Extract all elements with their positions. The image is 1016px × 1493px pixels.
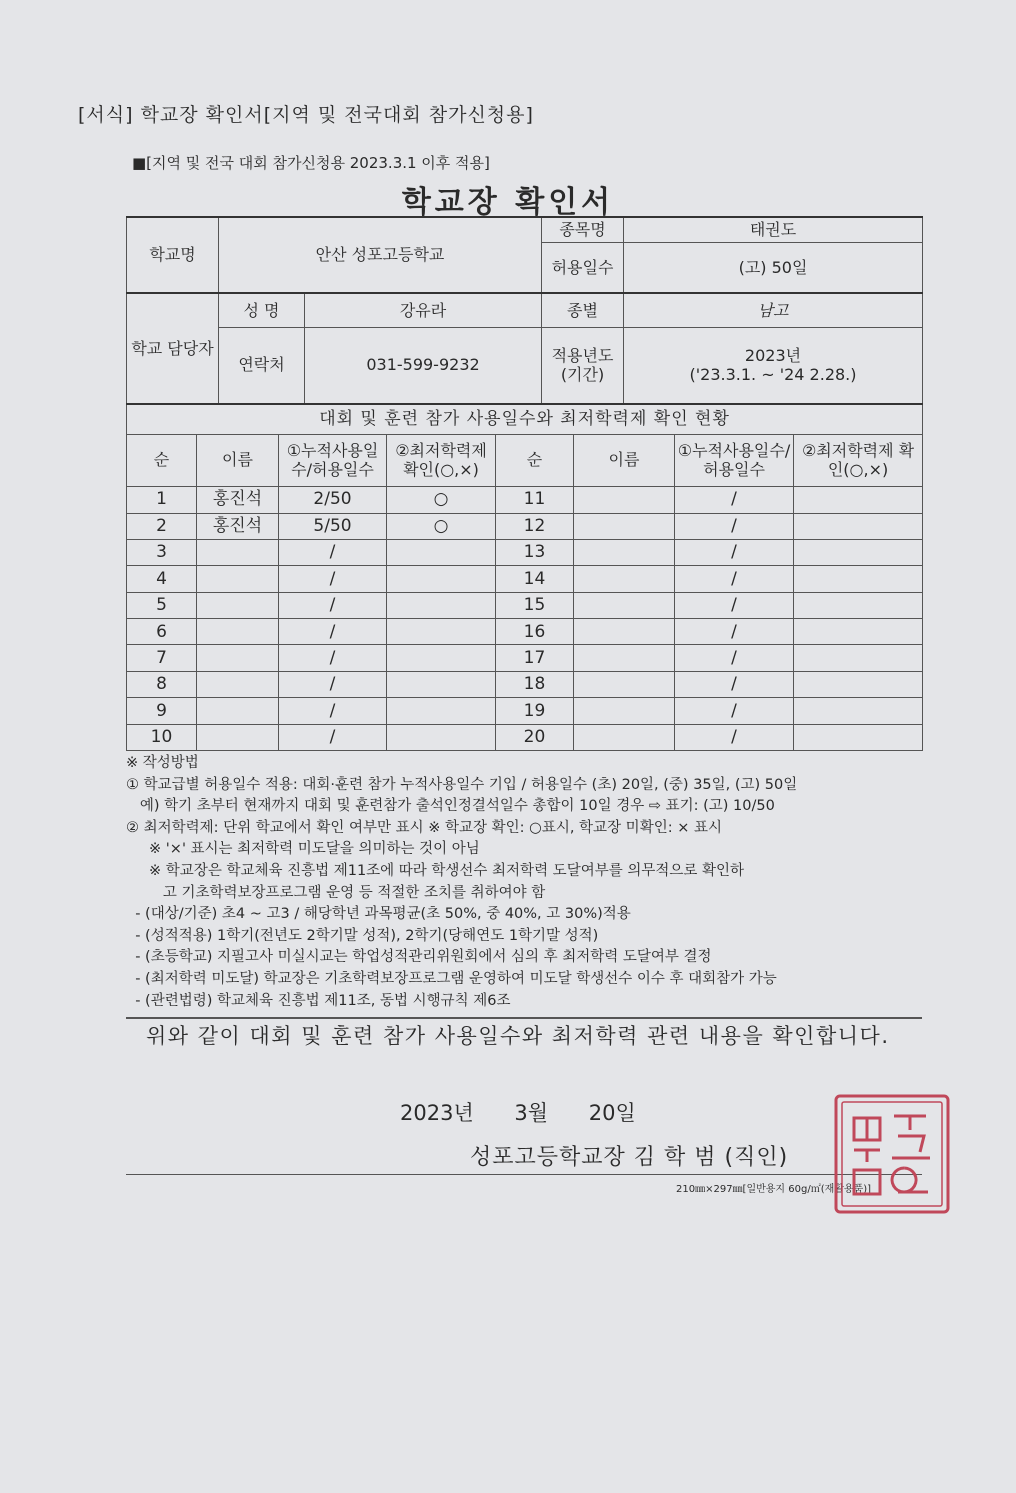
- row-days-right: /: [675, 619, 794, 645]
- contact-value: 031-599-9232: [305, 327, 542, 403]
- subtitle: ■[지역 및 전국 대회 참가신청용 2023.3.1 이후 적용]: [132, 154, 490, 172]
- row-name-right: [574, 592, 675, 618]
- row-name: [197, 698, 279, 724]
- row-no: 10: [127, 724, 197, 750]
- row-check-right: [794, 671, 923, 697]
- row-name-right: [574, 671, 675, 697]
- note-line: - (초등학교) 지필고사 미실시교는 학업성적관리위원회에서 심의 후 최저학력 도달여부 결정: [126, 949, 712, 966]
- status-body: [127, 486, 923, 751]
- table-row: [127, 698, 923, 724]
- name-label: 성 명: [219, 293, 305, 327]
- signer: 성포고등학교장 김 학 범 (직인): [470, 1145, 789, 1170]
- col-check: ②최저학력제 확인(○,×): [387, 434, 496, 486]
- note-line: - (대상/기준) 초4 ~ 고3 / 해당학년 과목평균(초 50%, 중 40%, 고 30%)적용: [126, 906, 631, 923]
- row-days: /: [279, 724, 387, 750]
- col-no: 순: [127, 434, 197, 486]
- row-no: 9: [127, 698, 197, 724]
- row-check-right: [794, 566, 923, 592]
- official-seal-icon: [832, 1092, 952, 1216]
- row-name: [197, 539, 279, 565]
- table-row: [127, 539, 923, 565]
- row-name-right: [574, 724, 675, 750]
- note-line: ※ '×' 표시는 최저학력 미도달을 의미하는 것이 아님: [126, 841, 480, 858]
- row-days: 5/50: [279, 513, 387, 539]
- row-check-right: [794, 645, 923, 671]
- row-check: [387, 645, 496, 671]
- row-name-right: [574, 698, 675, 724]
- row-name: 홍진석: [197, 486, 279, 513]
- row-days: 2/50: [279, 486, 387, 513]
- row-no: 8: [127, 671, 197, 697]
- year-cell: [624, 327, 923, 403]
- col-days-right: ①누적사용일수/허용일수: [675, 434, 794, 486]
- row-no-right: 13: [496, 539, 574, 565]
- status-table: [126, 403, 923, 751]
- row-no-right: 14: [496, 566, 574, 592]
- row-name: [197, 724, 279, 750]
- paper-note: 210㎜×297㎜[일반용지 60g/㎡(재활용품)]: [676, 1184, 872, 1195]
- row-days: /: [279, 645, 387, 671]
- row-no-right: 18: [496, 671, 574, 697]
- row-name-right: [574, 645, 675, 671]
- table-row: [127, 592, 923, 618]
- row-days: /: [279, 698, 387, 724]
- allowed-days-value: (고) 50일: [624, 242, 923, 293]
- notes: [126, 753, 926, 1012]
- school-label: 학교명: [127, 217, 219, 293]
- form-tag: [서식] 학교장 확인서[지역 및 전국대회 참가신청용]: [78, 104, 534, 126]
- contact-label: 연락처: [219, 327, 305, 403]
- row-days-right: /: [675, 724, 794, 750]
- date-day: 20일: [588, 1101, 636, 1125]
- note-line: ② 최저학력제: 단위 학교에서 확인 여부만 표시 ※ 학교장 확인: ○표시, 학교장 미확인: × 표시: [126, 819, 722, 836]
- row-no-right: 19: [496, 698, 574, 724]
- table-row: [127, 671, 923, 697]
- row-check: [387, 539, 496, 565]
- row-name-right: [574, 486, 675, 513]
- row-no-right: 15: [496, 592, 574, 618]
- info-table: [126, 216, 923, 404]
- date-month: 3월: [514, 1101, 549, 1125]
- note-line: - (최저학력 미도달) 학교장은 기초학력보장프로그램 운영하여 미도달 학생선수 이수 후 대회참가 가능: [126, 970, 777, 987]
- row-name: 홍진석: [197, 513, 279, 539]
- row-name: [197, 592, 279, 618]
- row-no-right: 16: [496, 619, 574, 645]
- row-days: /: [279, 592, 387, 618]
- row-days-right: /: [675, 592, 794, 618]
- status-caption: 대회 및 훈련 참가 사용일수와 최저학력제 확인 현황: [127, 404, 923, 434]
- allowed-days-label: 허용일수: [542, 242, 624, 293]
- issue-date: [400, 1097, 670, 1127]
- note-line: ※ 학교장은 학교체육 진흥법 제11조에 따라 학생선수 최저학력 도달여부를 의무적으로 확인하: [126, 862, 744, 879]
- row-no: 3: [127, 539, 197, 565]
- row-no-right: 17: [496, 645, 574, 671]
- note-line: 예) 학기 초부터 현재까지 대회 및 훈련참가 출석인정결석일수 총합이 10일 경우 ⇨ 표기: (고) 10/50: [126, 798, 775, 815]
- row-no: 5: [127, 592, 197, 618]
- sport-label: 종목명: [542, 217, 624, 242]
- row-check: ○: [387, 486, 496, 513]
- row-no-right: 11: [496, 486, 574, 513]
- row-check: [387, 619, 496, 645]
- row-check: [387, 566, 496, 592]
- date-year: 2023년: [400, 1101, 474, 1125]
- row-days-right: /: [675, 566, 794, 592]
- row-days-right: /: [675, 539, 794, 565]
- row-days-right: /: [675, 645, 794, 671]
- row-name: [197, 645, 279, 671]
- row-check-right: [794, 539, 923, 565]
- col-name-right: 이름: [574, 434, 675, 486]
- table-row: [127, 513, 923, 539]
- table-row: [127, 566, 923, 592]
- row-days: /: [279, 671, 387, 697]
- row-check: ○: [387, 513, 496, 539]
- row-check-right: [794, 592, 923, 618]
- row-name-right: [574, 513, 675, 539]
- note-line: - (관련법령) 학교체육 진흥법 제11조, 동법 시행규칙 제6조: [126, 992, 511, 1009]
- row-no: 7: [127, 645, 197, 671]
- page-title: 학교장 확인서: [401, 185, 615, 220]
- col-no-right: 순: [496, 434, 574, 486]
- period-value: ('23.3.1. ~ '24 2.28.): [689, 365, 857, 384]
- col-days: ①누적사용일수/허용일수: [279, 434, 387, 486]
- col-name: 이름: [197, 434, 279, 486]
- row-days-right: /: [675, 486, 794, 513]
- row-name-right: [574, 539, 675, 565]
- note-line: ※ 작성방법: [126, 755, 199, 771]
- row-check-right: [794, 619, 923, 645]
- row-check: [387, 671, 496, 697]
- row-name: [197, 566, 279, 592]
- row-check-right: [794, 486, 923, 513]
- bottom-divider: [126, 1174, 922, 1175]
- manager-label: 학교 담당자: [127, 293, 219, 403]
- row-check: [387, 592, 496, 618]
- row-name: [197, 671, 279, 697]
- row-no: 6: [127, 619, 197, 645]
- table-row: [127, 619, 923, 645]
- row-days: /: [279, 566, 387, 592]
- year-label: 적용년도 (기간): [542, 327, 624, 403]
- row-no-right: 20: [496, 724, 574, 750]
- confirm-text: 위와 같이 대회 및 훈련 참가 사용일수와 최저학력 관련 내용을 확인합니다.: [146, 1024, 890, 1048]
- row-no: 1: [127, 486, 197, 513]
- note-line: 고 기초학력보장프로그램 운영 등 적절한 조치를 취하여야 함: [126, 884, 546, 901]
- year-value: 2023년: [744, 345, 802, 365]
- gender-value: 남고: [624, 293, 923, 327]
- row-check: [387, 698, 496, 724]
- row-check-right: [794, 513, 923, 539]
- table-row: [127, 724, 923, 750]
- row-no: 4: [127, 566, 197, 592]
- row-check-right: [794, 698, 923, 724]
- row-check: [387, 724, 496, 750]
- table-row: [127, 645, 923, 671]
- name-value: 강유라: [305, 293, 542, 327]
- row-days-right: /: [675, 698, 794, 724]
- row-days-right: /: [675, 671, 794, 697]
- school-value: 안산 성포고등학교: [219, 217, 542, 293]
- row-days: /: [279, 619, 387, 645]
- col-check-right: ②최저학력제 확인(○,×): [794, 434, 923, 486]
- table-row: [127, 486, 923, 513]
- row-days-right: /: [675, 513, 794, 539]
- row-name-right: [574, 619, 675, 645]
- note-line: - (성적적용) 1학기(전년도 2학기말 성적), 2학기(당해연도 1학기말 성적): [126, 927, 599, 944]
- row-name-right: [574, 566, 675, 592]
- row-no-right: 12: [496, 513, 574, 539]
- row-name: [197, 619, 279, 645]
- note-line: ① 학교급별 허용일수 적용: 대회·훈련 참가 누적사용일수 기입 / 허용일수 (초) 20일, (중) 35일, (고) 50일: [126, 776, 798, 793]
- gender-label: 종별: [542, 293, 624, 327]
- sport-value: 태권도: [624, 217, 923, 242]
- row-no: 2: [127, 513, 197, 539]
- row-days: /: [279, 539, 387, 565]
- row-check-right: [794, 724, 923, 750]
